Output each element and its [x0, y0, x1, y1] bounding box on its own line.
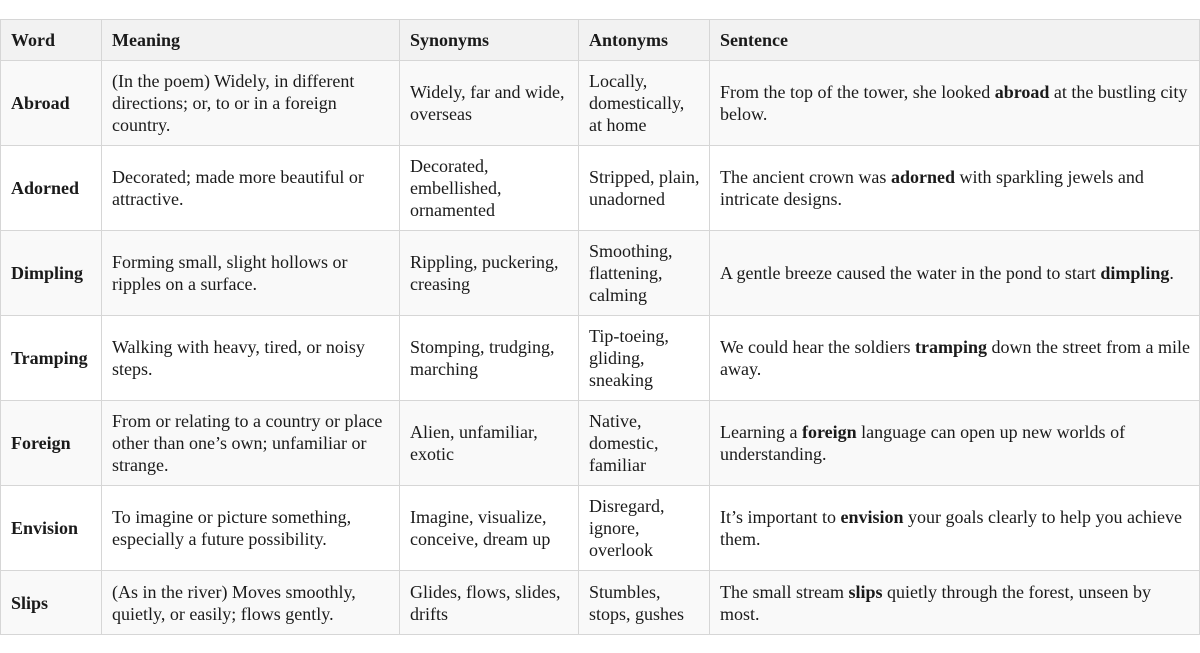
word-cell: Dimpling [1, 231, 102, 316]
synonyms-cell: Rippling, puckering, creasing [400, 231, 579, 316]
sentence-keyword: dimpling [1100, 263, 1170, 283]
table-row [1, 401, 1200, 486]
sentence-keyword: foreign [801, 422, 857, 442]
table-row [1, 146, 1200, 231]
table-row [1, 231, 1200, 316]
word-cell: Adorned [1, 146, 102, 231]
sentence-text: down the street from a mile away. [720, 337, 1190, 379]
meaning-cell: Walking with heavy, tired, or noisy steps. [102, 316, 400, 401]
sentence-text: It’s important to [720, 507, 841, 527]
table-row [1, 316, 1200, 401]
antonyms-cell: Smoothing, flattening, calming [579, 231, 710, 316]
word-cell: Tramping [1, 316, 102, 401]
synonyms-cell: Stomping, trudging, marching [400, 316, 579, 401]
meaning-cell: Forming small, slight hollows or ripples on a surface. [102, 231, 400, 316]
synonyms-cell: Imagine, visualize, conceive, dream up [400, 486, 579, 571]
header-synonyms: Synonyms [400, 20, 579, 61]
antonyms-cell: Stripped, plain, unadorned [579, 146, 710, 231]
sentence-text: We could hear the soldiers [720, 337, 915, 357]
sentence-cell [710, 61, 1200, 146]
word-cell: Foreign [1, 401, 102, 486]
sentence-keyword: abroad [994, 82, 1050, 102]
header-antonyms: Antonyms [579, 20, 710, 61]
sentence-text: language can open up new worlds of understanding. [720, 422, 1126, 464]
meaning-cell: To imagine or picture something, especially a future possibility. [102, 486, 400, 571]
sentence-keyword: tramping [915, 337, 987, 357]
sentence-cell [710, 316, 1200, 401]
header-sentence: Sentence [710, 20, 1200, 61]
vocabulary-table [0, 19, 1200, 635]
synonyms-cell: Alien, unfamiliar, exotic [400, 401, 579, 486]
meaning-cell: (As in the river) Moves smoothly, quietly, or easily; flows gently. [102, 571, 400, 635]
synonyms-cell: Decorated, embellished, ornamented [400, 146, 579, 231]
header-word: Word [1, 20, 102, 61]
sentence-text: quietly through the forest, unseen by most. [720, 581, 1151, 624]
sentence-cell [710, 486, 1200, 571]
sentence-text: From the top of the tower, she looked [720, 82, 995, 102]
antonyms-cell: Native, domestic, familiar [579, 401, 710, 486]
meaning-cell: (In the poem) Widely, in different directions; or, to or in a foreign country. [102, 61, 400, 146]
meaning-cell: From or relating to a country or place other than one’s own; unfamiliar or strange. [102, 401, 400, 486]
word-cell: Slips [1, 571, 102, 635]
sentence-cell [710, 231, 1200, 316]
antonyms-cell: Stumbles, stops, gushes [579, 571, 710, 635]
table-row [1, 571, 1200, 635]
sentence-cell [710, 146, 1200, 231]
sentence-text: your goals clearly to help you achieve them. [720, 507, 1182, 549]
word-cell: Abroad [1, 61, 102, 146]
sentence-text: . [1169, 263, 1174, 283]
sentence-text: Learning a [720, 422, 802, 442]
meaning-cell: Decorated; made more beautiful or attractive. [102, 146, 400, 231]
antonyms-cell: Locally, domestically, at home [579, 61, 710, 146]
sentence-keyword: slips [848, 581, 883, 602]
sentence-keyword: envision [840, 507, 904, 527]
synonyms-cell: Widely, far and wide, overseas [400, 61, 579, 146]
antonyms-cell: Tip-toeing, gliding, sneaking [579, 316, 710, 401]
sentence-text: at the bustling city below. [720, 82, 1188, 124]
word-cell: Envision [1, 486, 102, 571]
table-row [1, 61, 1200, 146]
sentence-text: with sparkling jewels and intricate designs. [720, 167, 1144, 209]
synonyms-cell: Glides, flows, slides, drifts [400, 571, 579, 635]
antonyms-cell: Disregard, ignore, overlook [579, 486, 710, 571]
sentence-cell [710, 571, 1200, 635]
sentence-cell [710, 401, 1200, 486]
table-row [1, 486, 1200, 571]
sentence-keyword: adorned [890, 167, 955, 187]
sentence-text: The ancient crown was [720, 167, 891, 187]
table-header-row [1, 20, 1200, 61]
sentence-text: The small stream [720, 581, 849, 602]
header-meaning: Meaning [102, 20, 400, 61]
sentence-text: A gentle breeze caused the water in the pond to start [720, 263, 1101, 283]
